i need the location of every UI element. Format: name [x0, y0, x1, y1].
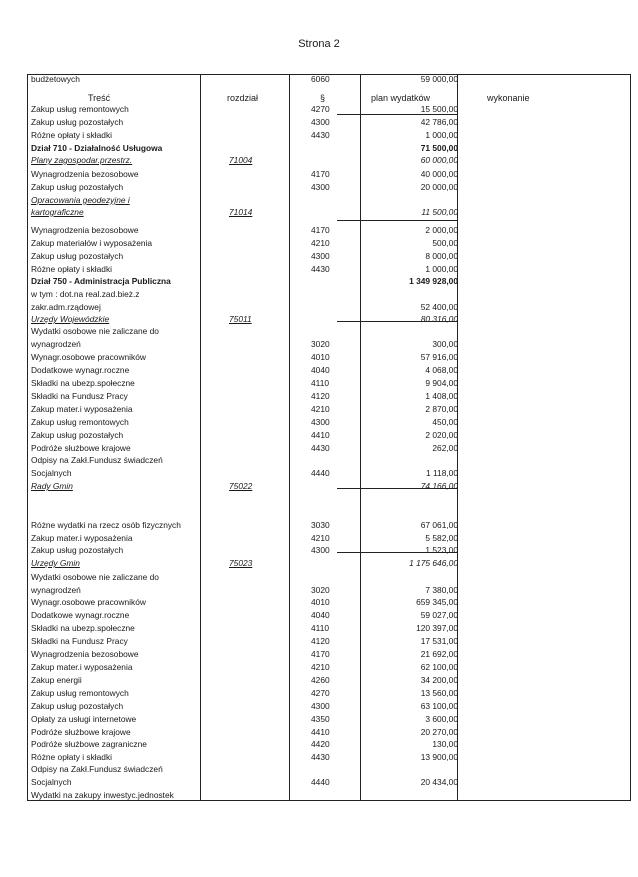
amount-underline	[337, 220, 458, 221]
row-amount: 9 904,00	[425, 378, 458, 388]
column-divider	[630, 74, 631, 800]
row-paragraf: 4430	[311, 264, 330, 274]
row-amount: 42 786,00	[420, 117, 458, 127]
row-description: Wynagr.osobowe pracowników	[31, 597, 146, 607]
row-amount: 15 500,00	[420, 104, 458, 114]
row-amount: 300,00	[432, 339, 458, 349]
row-paragraf: 4010	[311, 352, 330, 362]
column-divider	[200, 74, 201, 800]
row-paragraf: 4210	[311, 662, 330, 672]
row-paragraf: 4430	[311, 752, 330, 762]
row-amount: 52 400,00	[420, 302, 458, 312]
row-description: Różne opłaty i składki	[31, 752, 112, 762]
row-description: Zakup usług pozostałych	[31, 701, 124, 711]
amount-underline	[337, 114, 458, 115]
row-amount: 1 000,00	[425, 264, 458, 274]
row-amount: 62 100,00	[420, 662, 458, 672]
row-paragraf: 4110	[311, 378, 330, 388]
row-description: Zakup mater.i wyposażenia	[31, 533, 133, 543]
row-description: Odpisy na Zakł.Fundusz świadczeń	[31, 764, 163, 774]
row-amount: 59 027,00	[420, 610, 458, 620]
row-paragraf: 4120	[311, 391, 330, 401]
row-paragraf: 4410	[311, 727, 330, 737]
row-paragraf: 4300	[311, 701, 330, 711]
row-description: Zakup mater.i wyposażenia	[31, 662, 133, 672]
header-rozdzial: rozdział	[227, 93, 259, 103]
row-description: Zakup materiałów i wyposażenia	[31, 238, 153, 248]
row-paragraf: 4040	[311, 365, 330, 375]
row-amount: 7 380,00	[425, 585, 458, 595]
row-paragraf: 3030	[311, 520, 330, 530]
row-paragraf: 4010	[311, 597, 330, 607]
row-paragraf: 4300	[311, 251, 330, 261]
row-amount: 500,00	[432, 238, 458, 248]
row-paragraf: 4410	[311, 430, 330, 440]
row-amount: 20 434,00	[420, 777, 458, 787]
row-paragraf: 4170	[311, 225, 330, 235]
row-description: Wydatki na zakupy inwestyc.jednostek	[31, 790, 174, 800]
row-paragraf: 4440	[311, 468, 330, 478]
row-amount: 17 531,00	[420, 636, 458, 646]
row-description: Opracowania geodezyjne i	[31, 195, 130, 205]
row-description: Opłaty za usługi internetowe	[31, 714, 137, 724]
row-description: Wynagr.osobowe pracowników	[31, 352, 146, 362]
row-description: Socjalnych	[31, 777, 72, 787]
row-paragraf: 4430	[311, 443, 330, 453]
row-amount: 3 600,00	[425, 714, 458, 724]
row-description: Zakup usług pozostałych	[31, 251, 124, 261]
row-amount: 262,00	[432, 443, 458, 453]
row-amount: 13 900,00	[420, 752, 458, 762]
row-paragraf: 3020	[311, 339, 330, 349]
row-paragraf: 6060	[311, 74, 330, 84]
row-amount: 74 166,00	[420, 481, 458, 491]
row-description: Zakup usług pozostałych	[31, 182, 124, 192]
row-description: Urzędy Wojewódzkie	[31, 314, 110, 324]
row-amount: 1 175 646,00	[409, 558, 458, 568]
row-description: Zakup usług pozostałych	[31, 430, 124, 440]
row-description: Składki na Fundusz Pracy	[31, 391, 128, 401]
row-amount: 1 349 928,00	[409, 276, 458, 286]
row-amount: 20 000,00	[420, 182, 458, 192]
row-amount: 11 500,00	[421, 207, 458, 217]
row-description: Wynagrodzenia bezosobowe	[31, 225, 139, 235]
row-amount: 57 916,00	[420, 352, 458, 362]
row-description: Składki na ubezp.społeczne	[31, 623, 135, 633]
row-paragraf: 4210	[311, 238, 330, 248]
row-amount: 8 000,00	[425, 251, 458, 261]
row-description: Rady Gmin	[31, 481, 73, 491]
row-paragraf: 4300	[311, 545, 330, 555]
row-description: w tym : dot.na real.zad.bież.z	[31, 289, 140, 299]
row-amount: 59 000,00	[420, 74, 458, 84]
row-paragraf: 4170	[311, 169, 330, 179]
row-amount: 60 000,00	[420, 155, 458, 165]
row-rozdzial: 71004	[229, 155, 253, 165]
row-description: Zakup energii	[31, 675, 82, 685]
row-description: Zakup usług remontowych	[31, 688, 129, 698]
row-paragraf: 4110	[311, 623, 330, 633]
row-description: Podróże służbowe krajowe	[31, 443, 131, 453]
header-wykonanie: wykonanie	[487, 93, 530, 103]
row-description: kartograficzne	[31, 207, 84, 217]
row-description: Składki na Fundusz Pracy	[31, 636, 128, 646]
row-amount: 659 345,00	[416, 597, 458, 607]
column-divider	[27, 74, 28, 800]
row-description: Różne opłaty i składki	[31, 130, 112, 140]
row-description: Zakup usług remontowych	[31, 104, 129, 114]
row-amount: 1 408,00	[425, 391, 458, 401]
row-paragraf: 4260	[311, 675, 330, 685]
amount-underline	[337, 321, 458, 322]
row-paragraf: 4210	[311, 404, 330, 414]
row-description: zakr.adm.rządowej	[31, 302, 101, 312]
row-paragraf: 4270	[311, 104, 330, 114]
header-plan: plan wydatków	[371, 93, 431, 103]
row-description: Wynagrodzenia bezosobowe	[31, 649, 139, 659]
header-paragraf: §	[320, 93, 326, 103]
row-amount: 1 000,00	[425, 130, 458, 140]
row-amount: 2 870,00	[425, 404, 458, 414]
row-description: Różne wydatki na rzecz osób fizycznych	[31, 520, 181, 530]
amount-underline	[337, 552, 458, 553]
row-paragraf: 4170	[311, 649, 330, 659]
row-amount: 5 582,00	[425, 533, 458, 543]
row-description: Dodatkowe wynagr.roczne	[31, 610, 130, 620]
row-paragraf: 4300	[311, 182, 330, 192]
row-paragraf: 4300	[311, 417, 330, 427]
row-amount: 13 560,00	[420, 688, 458, 698]
table-bottom-border	[27, 800, 631, 801]
row-paragraf: 4350	[311, 714, 330, 724]
row-description: wynagrodzeń	[31, 339, 81, 349]
row-description: Dodatkowe wynagr.roczne	[31, 365, 130, 375]
row-description: Zakup usług remontowych	[31, 417, 129, 427]
row-amount: 34 200,00	[420, 675, 458, 685]
header-tresc: Treść	[88, 93, 111, 103]
row-amount: 450,00	[432, 417, 458, 427]
row-description: Wydatki osobowe nie zaliczane do	[31, 326, 159, 336]
row-amount: 2 000,00	[425, 225, 458, 235]
row-paragraf: 3020	[311, 585, 330, 595]
row-description: Plany zagospodar.przestrz.	[31, 155, 133, 165]
row-paragraf: 4440	[311, 777, 330, 787]
row-description: Zakup usług pozostałych	[31, 545, 124, 555]
row-description: Wynagrodzenia bezosobowe	[31, 169, 139, 179]
column-divider	[289, 74, 290, 800]
row-amount: 21 692,00	[420, 649, 458, 659]
row-description: Wydatki osobowe nie zaliczane do	[31, 572, 159, 582]
row-description: budżetowych	[31, 74, 80, 84]
row-paragraf: 4270	[311, 688, 330, 698]
row-description: Podróże służbowe zagraniczne	[31, 739, 147, 749]
row-description: Dział 750 - Administracja Publiczna	[31, 276, 171, 286]
row-amount: 120 397,00	[416, 623, 458, 633]
row-description: Różne opłaty i składki	[31, 264, 112, 274]
row-description: Odpisy na Zakł.Fundusz świadczeń	[31, 455, 163, 465]
row-paragraf: 4210	[311, 533, 330, 543]
row-description: Składki na ubezp.społeczne	[31, 378, 135, 388]
row-amount: 1 523,00	[425, 545, 458, 555]
row-description: Zakup usług pozostałych	[31, 117, 124, 127]
column-divider	[360, 74, 361, 800]
row-amount: 1 118,00	[426, 468, 458, 478]
row-paragraf: 4420	[311, 739, 330, 749]
budget-table	[27, 74, 631, 800]
row-description: Dział 710 - Działalność Usługowa	[31, 143, 163, 153]
amount-underline	[337, 488, 458, 489]
row-description: Socjalnych	[31, 468, 72, 478]
row-description: wynagrodzeń	[31, 585, 81, 595]
row-amount: 2 020,00	[425, 430, 458, 440]
row-amount: 80 316,00	[420, 314, 458, 324]
row-amount: 63 100,00	[420, 701, 458, 711]
row-paragraf: 4120	[311, 636, 330, 646]
row-paragraf: 4430	[311, 130, 330, 140]
page-title: Strona 2	[298, 38, 340, 50]
row-amount: 67 061,00	[420, 520, 458, 530]
row-rozdzial: 75011	[229, 314, 252, 324]
row-description: Zakup mater.i wyposażenia	[31, 404, 133, 414]
row-amount: 130,00	[432, 739, 458, 749]
row-description: Podróże służbowe krajowe	[31, 727, 131, 737]
row-paragraf: 4040	[311, 610, 330, 620]
row-description: Urzędy Gmin	[31, 558, 80, 568]
row-paragraf: 4300	[311, 117, 330, 127]
row-amount: 71 500,00	[420, 143, 458, 153]
row-rozdzial: 75023	[229, 558, 253, 568]
row-amount: 40 000,00	[420, 169, 458, 179]
row-amount: 4 068,00	[425, 365, 458, 375]
row-rozdzial: 75022	[229, 481, 253, 491]
row-rozdzial: 71014	[229, 207, 253, 217]
row-amount: 20 270,00	[420, 727, 458, 737]
